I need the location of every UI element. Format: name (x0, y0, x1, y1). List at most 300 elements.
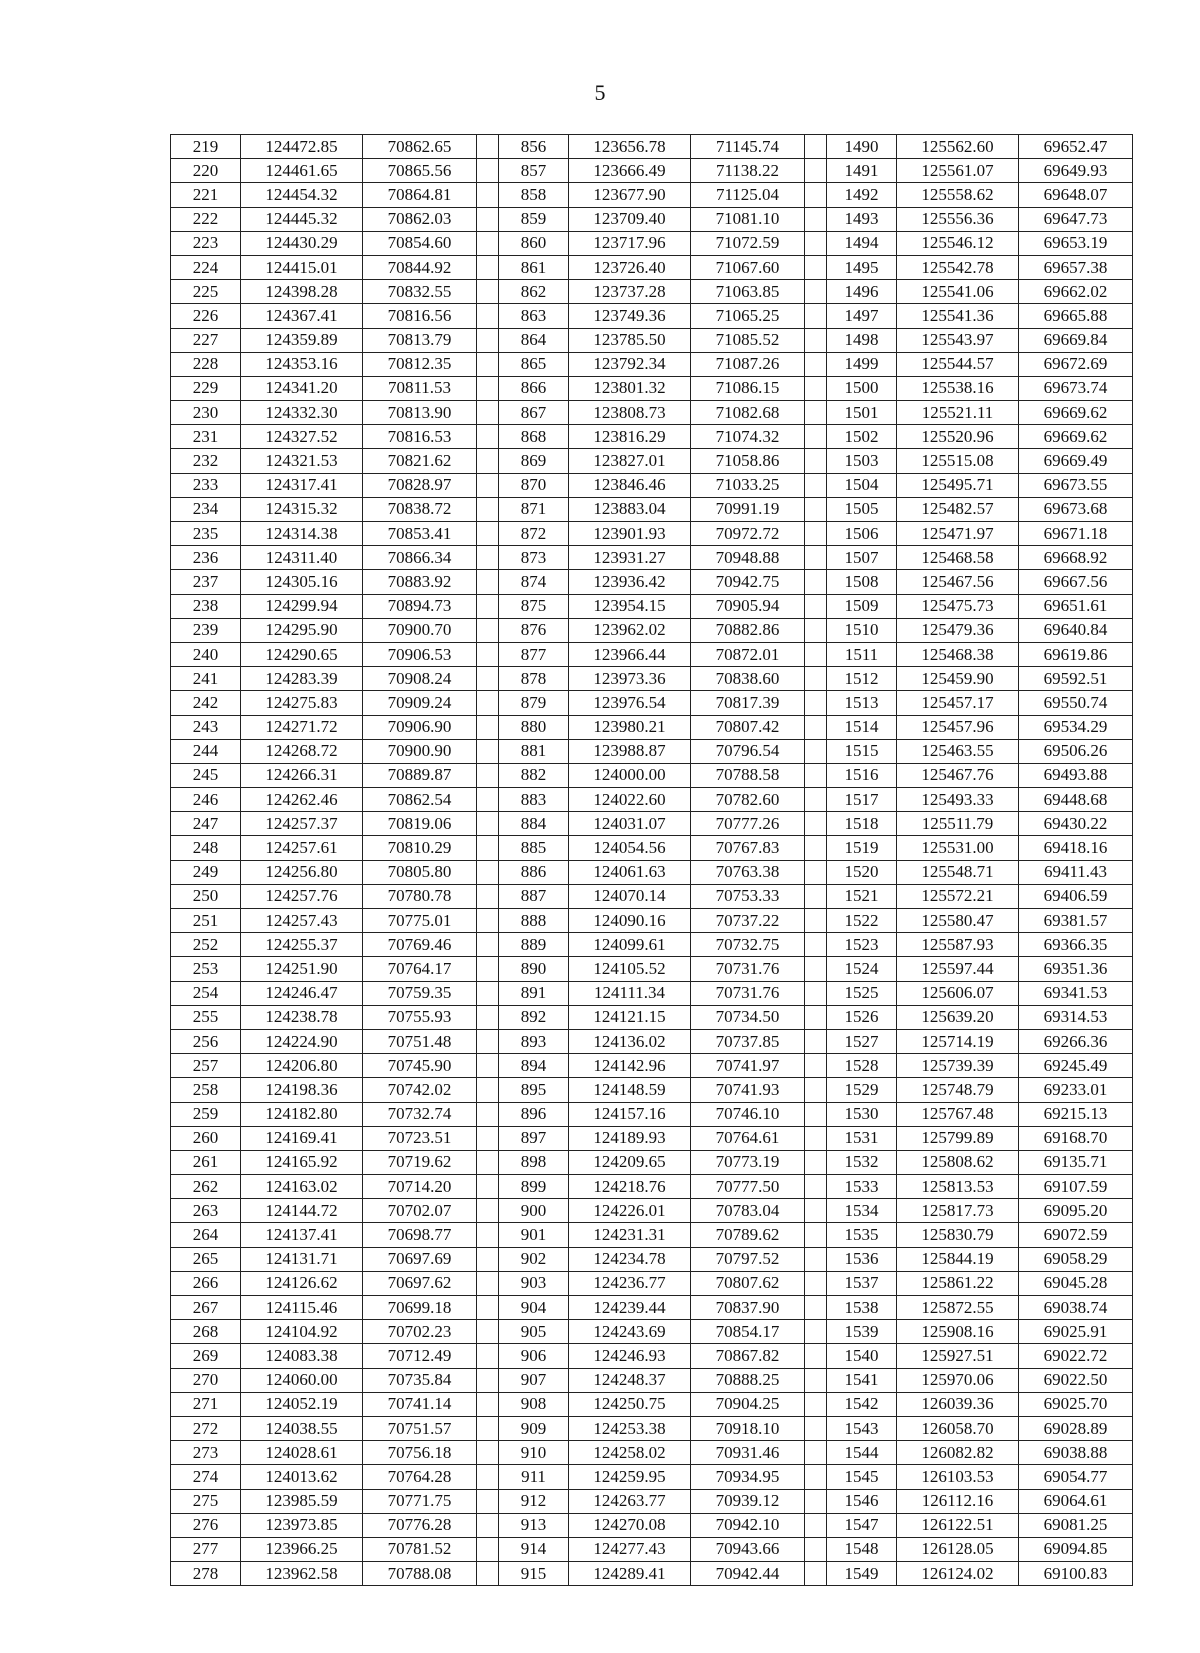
y-coordinate-cell: 70741.97 (691, 1054, 805, 1078)
point-number-cell: 887 (499, 884, 569, 908)
x-coordinate-cell: 124255.37 (241, 933, 363, 957)
y-coordinate-cell: 70746.10 (691, 1102, 805, 1126)
point-number-cell: 864 (499, 328, 569, 352)
separator-cell (477, 1537, 499, 1561)
y-coordinate-cell: 69081.25 (1019, 1513, 1133, 1537)
point-number-cell: 253 (171, 957, 241, 981)
table-row (171, 691, 1133, 715)
point-number-cell: 1536 (827, 1247, 897, 1271)
separator-cell (477, 183, 499, 207)
point-number-cell: 256 (171, 1029, 241, 1053)
separator-cell (805, 763, 827, 787)
y-coordinate-cell: 70756.18 (363, 1441, 477, 1465)
y-coordinate-cell: 70777.26 (691, 812, 805, 836)
y-coordinate-cell: 70838.60 (691, 667, 805, 691)
point-number-cell: 244 (171, 739, 241, 763)
point-number-cell: 270 (171, 1368, 241, 1392)
point-number-cell: 1521 (827, 884, 897, 908)
y-coordinate-cell: 70883.92 (363, 570, 477, 594)
x-coordinate-cell: 124315.32 (241, 497, 363, 521)
y-coordinate-cell: 69534.29 (1019, 715, 1133, 739)
point-number-cell: 1528 (827, 1054, 897, 1078)
point-number-cell: 1531 (827, 1126, 897, 1150)
separator-cell (477, 1029, 499, 1053)
separator-cell (805, 884, 827, 908)
y-coordinate-cell: 70889.87 (363, 763, 477, 787)
x-coordinate-cell: 125587.93 (897, 933, 1019, 957)
table-row (171, 255, 1133, 279)
point-number-cell: 1496 (827, 280, 897, 304)
separator-cell (805, 1005, 827, 1029)
x-coordinate-cell: 125580.47 (897, 909, 1019, 933)
table-row (171, 497, 1133, 521)
x-coordinate-cell: 124111.34 (569, 981, 691, 1005)
x-coordinate-cell: 124163.02 (241, 1175, 363, 1199)
y-coordinate-cell: 70816.56 (363, 304, 477, 328)
point-number-cell: 272 (171, 1416, 241, 1440)
point-number-cell: 264 (171, 1223, 241, 1247)
y-coordinate-cell: 70939.12 (691, 1489, 805, 1513)
y-coordinate-cell: 71065.25 (691, 304, 805, 328)
x-coordinate-cell: 124277.43 (569, 1537, 691, 1561)
x-coordinate-cell: 124243.69 (569, 1320, 691, 1344)
y-coordinate-cell: 70942.10 (691, 1513, 805, 1537)
point-number-cell: 239 (171, 618, 241, 642)
point-number-cell: 875 (499, 594, 569, 618)
separator-cell (477, 618, 499, 642)
point-number-cell: 232 (171, 449, 241, 473)
y-coordinate-cell: 70819.06 (363, 812, 477, 836)
y-coordinate-cell: 69669.84 (1019, 328, 1133, 352)
point-number-cell: 233 (171, 473, 241, 497)
y-coordinate-cell: 69430.22 (1019, 812, 1133, 836)
y-coordinate-cell: 70775.01 (363, 909, 477, 933)
table-row (171, 1513, 1133, 1537)
x-coordinate-cell: 123726.40 (569, 255, 691, 279)
x-coordinate-cell: 124299.94 (241, 594, 363, 618)
y-coordinate-cell: 70755.93 (363, 1005, 477, 1029)
point-number-cell: 221 (171, 183, 241, 207)
y-coordinate-cell: 70702.07 (363, 1199, 477, 1223)
y-coordinate-cell: 69266.36 (1019, 1029, 1133, 1053)
y-coordinate-cell: 69351.36 (1019, 957, 1133, 981)
x-coordinate-cell: 125543.97 (897, 328, 1019, 352)
x-coordinate-cell: 125538.16 (897, 376, 1019, 400)
point-number-cell: 1498 (827, 328, 897, 352)
x-coordinate-cell: 125572.21 (897, 884, 1019, 908)
x-coordinate-cell: 124099.61 (569, 933, 691, 957)
table-row (171, 1392, 1133, 1416)
x-coordinate-cell: 125457.96 (897, 715, 1019, 739)
separator-cell (805, 1368, 827, 1392)
x-coordinate-cell: 123988.87 (569, 739, 691, 763)
y-coordinate-cell: 70771.75 (363, 1489, 477, 1513)
x-coordinate-cell: 125541.36 (897, 304, 1019, 328)
y-coordinate-cell: 70788.08 (363, 1562, 477, 1586)
x-coordinate-cell: 124022.60 (569, 788, 691, 812)
x-coordinate-cell: 123792.34 (569, 352, 691, 376)
y-coordinate-cell: 69135.71 (1019, 1150, 1133, 1174)
x-coordinate-cell: 125548.71 (897, 860, 1019, 884)
point-number-cell: 1506 (827, 522, 897, 546)
y-coordinate-cell: 69649.93 (1019, 159, 1133, 183)
separator-cell (477, 546, 499, 570)
point-number-cell: 258 (171, 1078, 241, 1102)
x-coordinate-cell: 124262.46 (241, 788, 363, 812)
y-coordinate-cell: 70854.60 (363, 231, 477, 255)
separator-cell (805, 957, 827, 981)
point-number-cell: 869 (499, 449, 569, 473)
y-coordinate-cell: 70872.01 (691, 642, 805, 666)
point-number-cell: 1542 (827, 1392, 897, 1416)
point-number-cell: 1534 (827, 1199, 897, 1223)
x-coordinate-cell: 124327.52 (241, 425, 363, 449)
table-row (171, 425, 1133, 449)
point-number-cell: 1545 (827, 1465, 897, 1489)
separator-cell (477, 1199, 499, 1223)
table-row (171, 1102, 1133, 1126)
x-coordinate-cell: 124398.28 (241, 280, 363, 304)
point-number-cell: 240 (171, 642, 241, 666)
point-number-cell: 907 (499, 1368, 569, 1392)
x-coordinate-cell: 124038.55 (241, 1416, 363, 1440)
x-coordinate-cell: 123976.54 (569, 691, 691, 715)
point-number-cell: 246 (171, 788, 241, 812)
x-coordinate-cell: 123785.50 (569, 328, 691, 352)
point-number-cell: 1544 (827, 1441, 897, 1465)
point-number-cell: 912 (499, 1489, 569, 1513)
separator-cell (477, 909, 499, 933)
point-number-cell: 857 (499, 159, 569, 183)
y-coordinate-cell: 69652.47 (1019, 135, 1133, 159)
y-coordinate-cell: 69366.35 (1019, 933, 1133, 957)
y-coordinate-cell: 70783.04 (691, 1199, 805, 1223)
separator-cell (477, 1005, 499, 1029)
point-number-cell: 1524 (827, 957, 897, 981)
point-number-cell: 1548 (827, 1537, 897, 1561)
point-number-cell: 1501 (827, 401, 897, 425)
point-number-cell: 879 (499, 691, 569, 715)
separator-cell (805, 1465, 827, 1489)
separator-cell (477, 836, 499, 860)
x-coordinate-cell: 125861.22 (897, 1271, 1019, 1295)
point-number-cell: 226 (171, 304, 241, 328)
separator-cell (477, 594, 499, 618)
x-coordinate-cell: 126128.05 (897, 1537, 1019, 1561)
x-coordinate-cell: 125556.36 (897, 207, 1019, 231)
y-coordinate-cell: 71145.74 (691, 135, 805, 159)
y-coordinate-cell: 69058.29 (1019, 1247, 1133, 1271)
separator-cell (805, 1392, 827, 1416)
x-coordinate-cell: 125561.07 (897, 159, 1019, 183)
separator-cell (805, 739, 827, 763)
separator-cell (477, 1296, 499, 1320)
x-coordinate-cell: 126103.53 (897, 1465, 1019, 1489)
x-coordinate-cell: 124142.96 (569, 1054, 691, 1078)
y-coordinate-cell: 70697.69 (363, 1247, 477, 1271)
separator-cell (477, 304, 499, 328)
x-coordinate-cell: 126058.70 (897, 1416, 1019, 1440)
x-coordinate-cell: 124353.16 (241, 352, 363, 376)
x-coordinate-cell: 123816.29 (569, 425, 691, 449)
point-number-cell: 904 (499, 1296, 569, 1320)
y-coordinate-cell: 69038.74 (1019, 1296, 1133, 1320)
point-number-cell: 1540 (827, 1344, 897, 1368)
separator-cell (477, 1562, 499, 1586)
separator-cell (477, 981, 499, 1005)
y-coordinate-cell: 70735.84 (363, 1368, 477, 1392)
y-coordinate-cell: 69406.59 (1019, 884, 1133, 908)
y-coordinate-cell: 70894.73 (363, 594, 477, 618)
table-row (171, 1005, 1133, 1029)
table-row (171, 1562, 1133, 1586)
y-coordinate-cell: 71082.68 (691, 401, 805, 425)
x-coordinate-cell: 125521.11 (897, 401, 1019, 425)
x-coordinate-cell: 123677.90 (569, 183, 691, 207)
table-row (171, 473, 1133, 497)
point-number-cell: 266 (171, 1271, 241, 1295)
separator-cell (805, 1199, 827, 1223)
y-coordinate-cell: 70908.24 (363, 667, 477, 691)
separator-cell (477, 1175, 499, 1199)
point-number-cell: 896 (499, 1102, 569, 1126)
point-number-cell: 858 (499, 183, 569, 207)
y-coordinate-cell: 70697.62 (363, 1271, 477, 1295)
table-row (171, 667, 1133, 691)
table-row (171, 763, 1133, 787)
y-coordinate-cell: 70737.22 (691, 909, 805, 933)
y-coordinate-cell: 69168.70 (1019, 1126, 1133, 1150)
point-number-cell: 1533 (827, 1175, 897, 1199)
point-number-cell: 1517 (827, 788, 897, 812)
table-row (171, 1150, 1133, 1174)
y-coordinate-cell: 70862.65 (363, 135, 477, 159)
separator-cell (805, 1126, 827, 1150)
point-number-cell: 276 (171, 1513, 241, 1537)
separator-cell (477, 522, 499, 546)
x-coordinate-cell: 124332.30 (241, 401, 363, 425)
table-row (171, 1465, 1133, 1489)
y-coordinate-cell: 70882.86 (691, 618, 805, 642)
x-coordinate-cell: 124218.76 (569, 1175, 691, 1199)
table-row (171, 401, 1133, 425)
point-number-cell: 1493 (827, 207, 897, 231)
y-coordinate-cell: 70788.58 (691, 763, 805, 787)
x-coordinate-cell: 124268.72 (241, 739, 363, 763)
x-coordinate-cell: 124253.38 (569, 1416, 691, 1440)
y-coordinate-cell: 70782.60 (691, 788, 805, 812)
y-coordinate-cell: 70699.18 (363, 1296, 477, 1320)
separator-cell (805, 1247, 827, 1271)
separator-cell (477, 135, 499, 159)
y-coordinate-cell: 69592.51 (1019, 667, 1133, 691)
separator-cell (805, 280, 827, 304)
x-coordinate-cell: 124271.72 (241, 715, 363, 739)
table-row (171, 836, 1133, 860)
y-coordinate-cell: 71074.32 (691, 425, 805, 449)
point-number-cell: 254 (171, 981, 241, 1005)
x-coordinate-cell: 123936.42 (569, 570, 691, 594)
point-number-cell: 252 (171, 933, 241, 957)
point-number-cell: 1546 (827, 1489, 897, 1513)
y-coordinate-cell: 70742.02 (363, 1078, 477, 1102)
separator-cell (477, 255, 499, 279)
x-coordinate-cell: 124224.90 (241, 1029, 363, 1053)
point-number-cell: 900 (499, 1199, 569, 1223)
y-coordinate-cell: 70865.56 (363, 159, 477, 183)
y-coordinate-cell: 69640.84 (1019, 618, 1133, 642)
y-coordinate-cell: 71072.59 (691, 231, 805, 255)
table-row (171, 1199, 1133, 1223)
separator-cell (477, 376, 499, 400)
point-number-cell: 1499 (827, 352, 897, 376)
y-coordinate-cell: 70991.19 (691, 497, 805, 521)
separator-cell (805, 1296, 827, 1320)
y-coordinate-cell: 70714.20 (363, 1175, 477, 1199)
x-coordinate-cell: 124231.31 (569, 1223, 691, 1247)
separator-cell (805, 667, 827, 691)
x-coordinate-cell: 124136.02 (569, 1029, 691, 1053)
separator-cell (805, 1416, 827, 1440)
y-coordinate-cell: 70906.53 (363, 642, 477, 666)
point-number-cell: 227 (171, 328, 241, 352)
y-coordinate-cell: 70909.24 (363, 691, 477, 715)
separator-cell (805, 304, 827, 328)
separator-cell (805, 1537, 827, 1561)
point-number-cell: 897 (499, 1126, 569, 1150)
point-number-cell: 249 (171, 860, 241, 884)
x-coordinate-cell: 125515.08 (897, 449, 1019, 473)
y-coordinate-cell: 70866.34 (363, 546, 477, 570)
y-coordinate-cell: 70751.48 (363, 1029, 477, 1053)
x-coordinate-cell: 125468.38 (897, 642, 1019, 666)
y-coordinate-cell: 70712.49 (363, 1344, 477, 1368)
point-number-cell: 910 (499, 1441, 569, 1465)
y-coordinate-cell: 70854.17 (691, 1320, 805, 1344)
point-number-cell: 874 (499, 570, 569, 594)
point-number-cell: 1490 (827, 135, 897, 159)
x-coordinate-cell: 125546.12 (897, 231, 1019, 255)
point-number-cell: 885 (499, 836, 569, 860)
x-coordinate-cell: 125467.56 (897, 570, 1019, 594)
point-number-cell: 1500 (827, 376, 897, 400)
x-coordinate-cell: 125970.06 (897, 1368, 1019, 1392)
point-number-cell: 915 (499, 1562, 569, 1586)
point-number-cell: 224 (171, 255, 241, 279)
table-row (171, 135, 1133, 159)
x-coordinate-cell: 125531.00 (897, 836, 1019, 860)
x-coordinate-cell: 124131.71 (241, 1247, 363, 1271)
x-coordinate-cell: 124367.41 (241, 304, 363, 328)
x-coordinate-cell: 124311.40 (241, 546, 363, 570)
x-coordinate-cell: 123666.49 (569, 159, 691, 183)
x-coordinate-cell: 125468.58 (897, 546, 1019, 570)
x-coordinate-cell: 124148.59 (569, 1078, 691, 1102)
x-coordinate-cell: 124251.90 (241, 957, 363, 981)
separator-cell (805, 1054, 827, 1078)
separator-cell (805, 1320, 827, 1344)
y-coordinate-cell: 70732.75 (691, 933, 805, 957)
y-coordinate-cell: 69671.18 (1019, 522, 1133, 546)
x-coordinate-cell: 125463.55 (897, 739, 1019, 763)
x-coordinate-cell: 123737.28 (569, 280, 691, 304)
point-number-cell: 1508 (827, 570, 897, 594)
point-number-cell: 856 (499, 135, 569, 159)
x-coordinate-cell: 126122.51 (897, 1513, 1019, 1537)
table-row (171, 957, 1133, 981)
separator-cell (805, 1223, 827, 1247)
separator-cell (805, 425, 827, 449)
point-number-cell: 278 (171, 1562, 241, 1586)
y-coordinate-cell: 70906.90 (363, 715, 477, 739)
x-coordinate-cell: 125739.39 (897, 1054, 1019, 1078)
separator-cell (805, 594, 827, 618)
y-coordinate-cell: 70764.61 (691, 1126, 805, 1150)
x-coordinate-cell: 124270.08 (569, 1513, 691, 1537)
point-number-cell: 1507 (827, 546, 897, 570)
y-coordinate-cell: 69669.62 (1019, 425, 1133, 449)
point-number-cell: 1518 (827, 812, 897, 836)
point-number-cell: 1522 (827, 909, 897, 933)
point-number-cell: 880 (499, 715, 569, 739)
y-coordinate-cell: 69411.43 (1019, 860, 1133, 884)
point-number-cell: 894 (499, 1054, 569, 1078)
y-coordinate-cell: 70764.28 (363, 1465, 477, 1489)
y-coordinate-cell: 70797.52 (691, 1247, 805, 1271)
y-coordinate-cell: 70867.82 (691, 1344, 805, 1368)
y-coordinate-cell: 69662.02 (1019, 280, 1133, 304)
point-number-cell: 265 (171, 1247, 241, 1271)
x-coordinate-cell: 124314.38 (241, 522, 363, 546)
y-coordinate-cell: 70773.19 (691, 1150, 805, 1174)
x-coordinate-cell: 124137.41 (241, 1223, 363, 1247)
point-number-cell: 873 (499, 546, 569, 570)
separator-cell (477, 497, 499, 521)
point-number-cell: 257 (171, 1054, 241, 1078)
point-number-cell: 1494 (827, 231, 897, 255)
x-coordinate-cell: 124283.39 (241, 667, 363, 691)
x-coordinate-cell: 125457.17 (897, 691, 1019, 715)
y-coordinate-cell: 70838.72 (363, 497, 477, 521)
point-number-cell: 898 (499, 1150, 569, 1174)
separator-cell (477, 1102, 499, 1126)
x-coordinate-cell: 125597.44 (897, 957, 1019, 981)
point-number-cell: 859 (499, 207, 569, 231)
y-coordinate-cell: 70776.28 (363, 1513, 477, 1537)
point-number-cell: 891 (499, 981, 569, 1005)
y-coordinate-cell: 71086.15 (691, 376, 805, 400)
point-number-cell: 1510 (827, 618, 897, 642)
point-number-cell: 872 (499, 522, 569, 546)
point-number-cell: 251 (171, 909, 241, 933)
y-coordinate-cell: 70764.17 (363, 957, 477, 981)
table-row (171, 812, 1133, 836)
y-coordinate-cell: 70972.72 (691, 522, 805, 546)
separator-cell (805, 1489, 827, 1513)
point-number-cell: 277 (171, 1537, 241, 1561)
x-coordinate-cell: 124234.78 (569, 1247, 691, 1271)
y-coordinate-cell: 70741.93 (691, 1078, 805, 1102)
x-coordinate-cell: 125817.73 (897, 1199, 1019, 1223)
x-coordinate-cell: 123962.02 (569, 618, 691, 642)
x-coordinate-cell: 124000.00 (569, 763, 691, 787)
x-coordinate-cell: 123980.21 (569, 715, 691, 739)
x-coordinate-cell: 124165.92 (241, 1150, 363, 1174)
point-number-cell: 905 (499, 1320, 569, 1344)
point-number-cell: 262 (171, 1175, 241, 1199)
separator-cell (477, 280, 499, 304)
x-coordinate-cell: 123883.04 (569, 497, 691, 521)
